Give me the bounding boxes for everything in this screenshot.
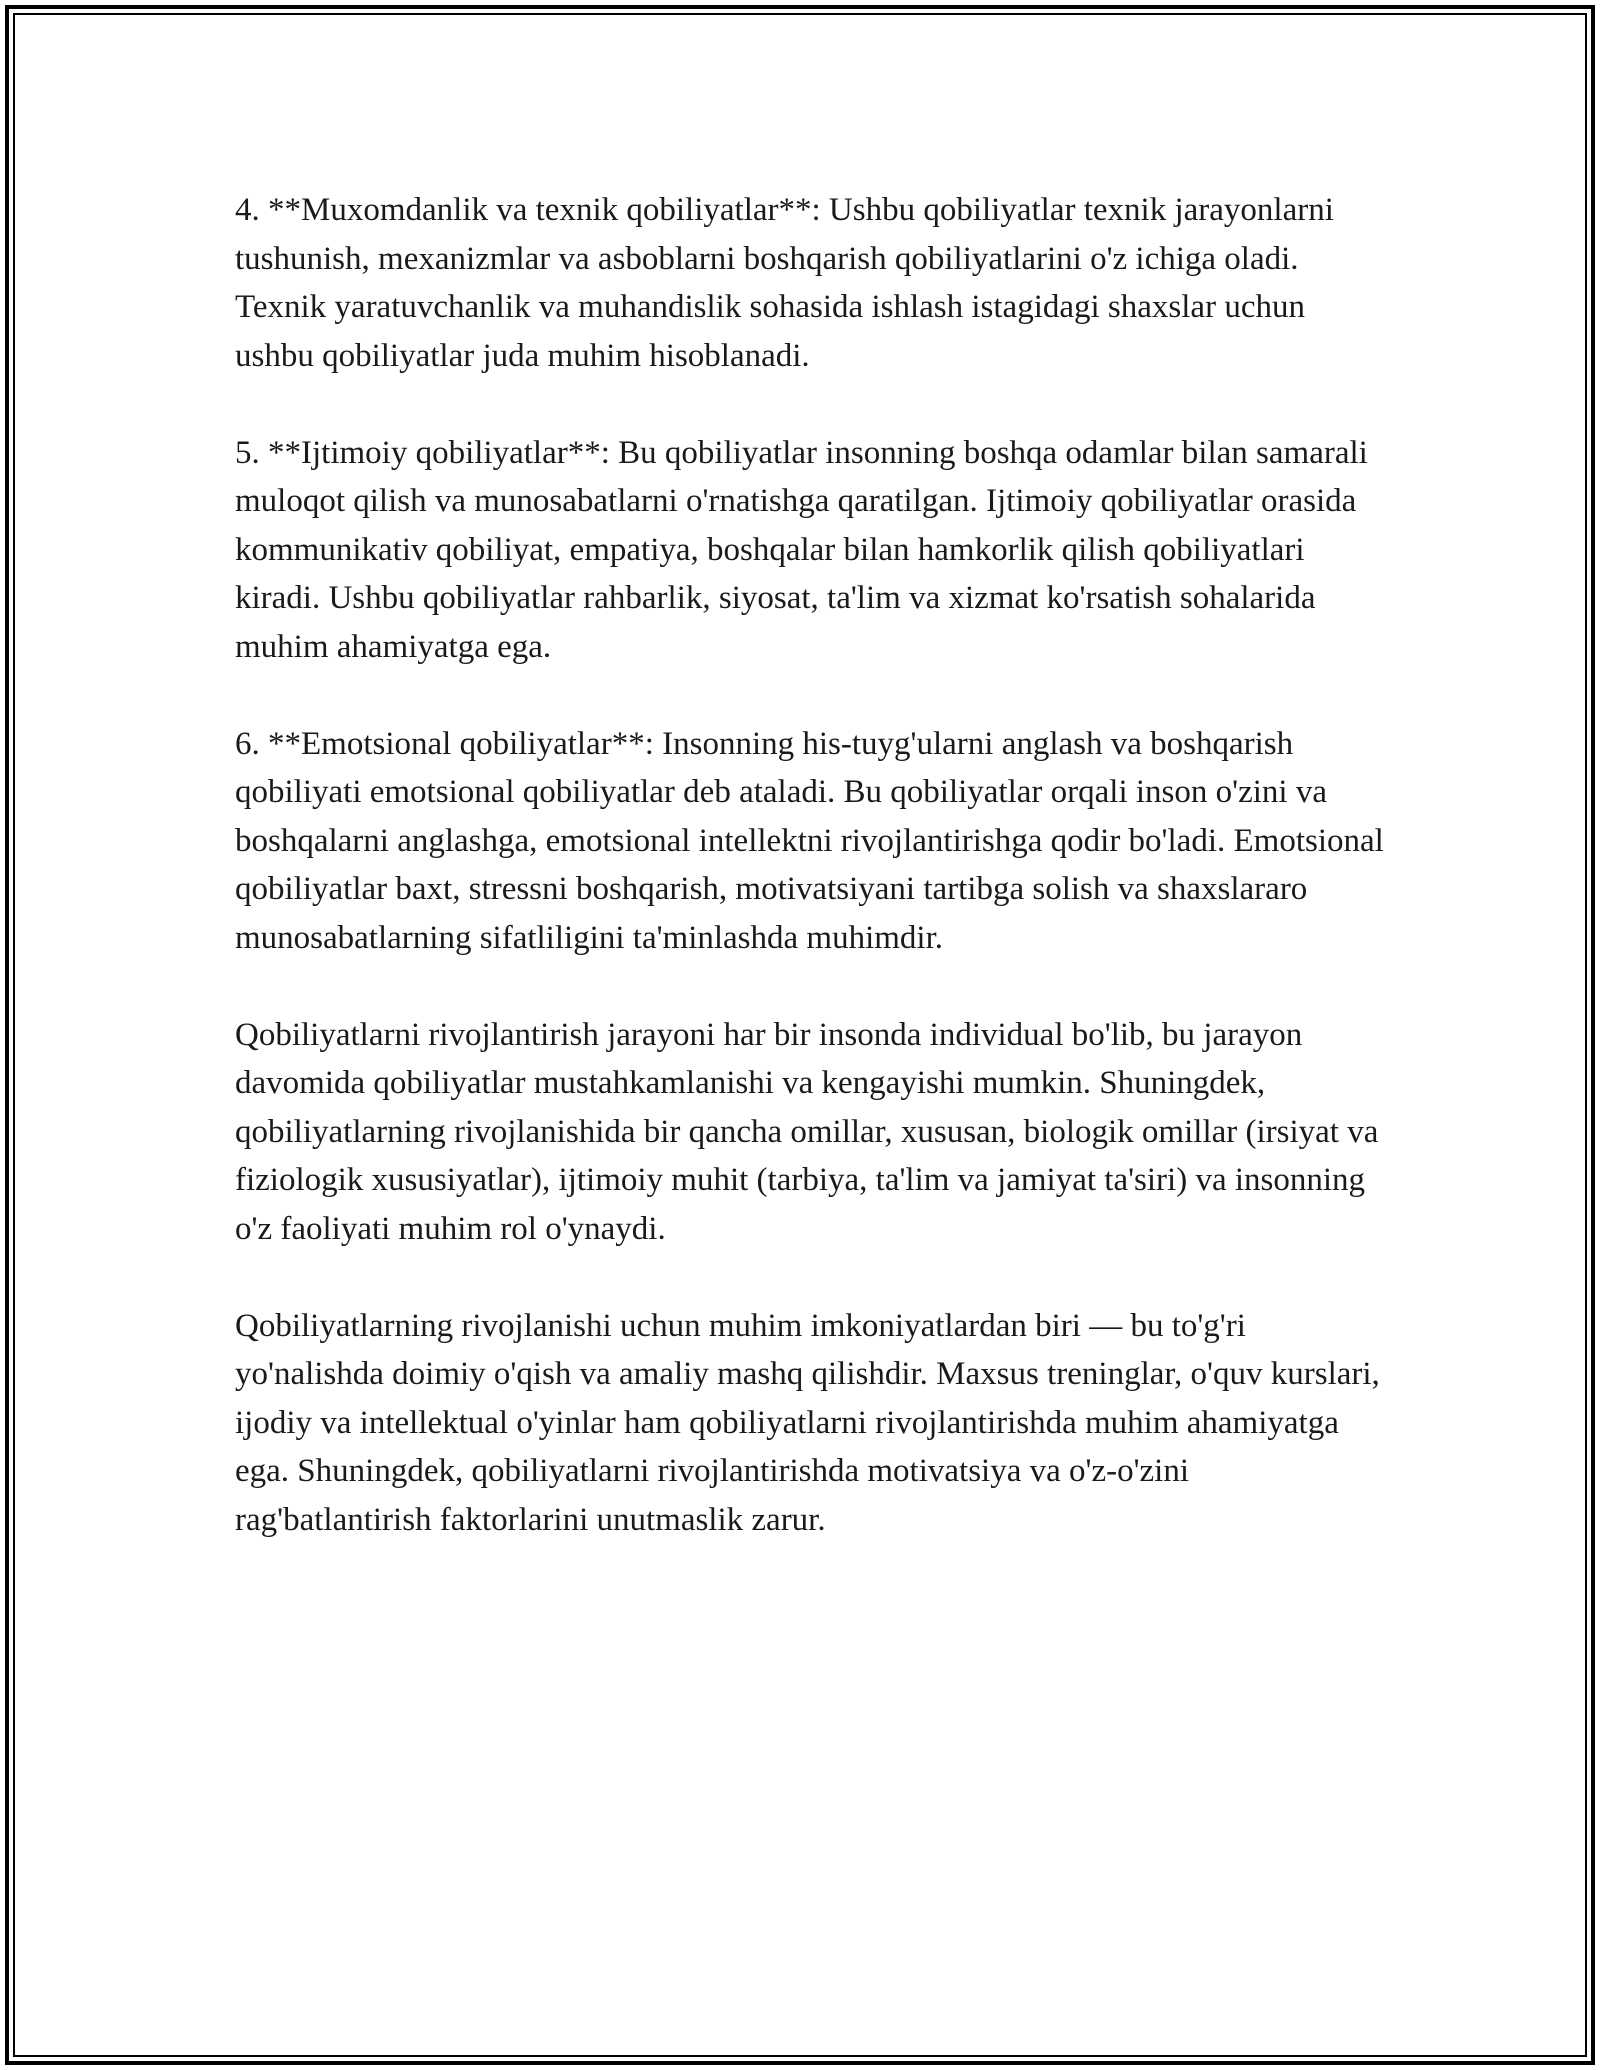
paragraph-development-process: Qobiliyatlarni rivojlantirish jarayoni har bir insonda individual bo'lib, bu jarayon davomida qobiliyatlar mustahkamlanishi va kengayishi mumkin. Shuningdek, qobiliyatlarning rivojlanishida bir qancha omillar, xususan, biologik omillar (irsiyat va fiziologik xususiyatlar), ijtimoiy muhit (tarbiya, ta'lim va jamiyat ta'siri) va insonning o'z faoliyati muhim rol o'ynaydi.: [235, 1016, 1379, 1247]
paragraph-emotional-abilities: 6. **Emotsional qobiliyatlar**: Insonning his-tuyg'ularni anglash va boshqarish qobiliyati emotsional qobiliyatlar deb ataladi. Bu qobiliyatlar orqali inson o'zini va boshqalarni anglashga, emotsional intellektni rivojlantirishga qodir bo'ladi. Emotsional qobiliyatlar baxt, stressni boshqarish, motivatsiyani tartibga solish va shaxslararo munosabatlarning sifatliligini ta'minlashda muhimdir.: [235, 725, 1384, 956]
paragraph-social-abilities: 5. **Ijtimoiy qobiliyatlar**: Bu qobiliyatlar insonning boshqa odamlar bilan samarali muloqot qilish va munosabatlarni o'rnatishga qaratilgan. Ijtimoiy qobiliyatlar orasida kommunikativ qobiliyat, empatiya, boshqalar bilan hamkorlik qilish qobiliyatlari kiradi. Ushbu qobiliyatlar rahbarlik, siyosat, ta'lim va xizmat ko'rsatish sohalarida muhim ahamiyatga ega.: [235, 434, 1368, 665]
document-body: [235, 186, 1385, 1593]
paragraph-technical-abilities: 4. **Muxomdanlik va texnik qobiliyatlar**: Ushbu qobiliyatlar texnik jarayonlarni tushunish, mexanizmlar va asboblarni boshqarish qobiliyatlarini o'z ichiga oladi. Texnik yaratuvchanlik va muhandislik sohasida ishlash istagidagi shaxslar uchun ushbu qobiliyatlar juda muhim hisoblanadi.: [235, 192, 1334, 374]
paragraph-development-opportunities: Qobiliyatlarning rivojlanishi uchun muhim imkoniyatlardan biri — bu to'g'ri yo'nalishda doimiy o'qish va amaliy mashq qilishdir. Maxsus treninglar, o'quv kurslari, ijodiy va intellektual o'yinlar ham qobiliyatlarni rivojlantirishda muhim ahamiyatga ega. Shuningdek, qobiliyatlarni rivojlantirishda motivatsiya va o'z-o'zini rag'batlantirish faktorlarini unutmaslik zarur.: [235, 1307, 1380, 1538]
